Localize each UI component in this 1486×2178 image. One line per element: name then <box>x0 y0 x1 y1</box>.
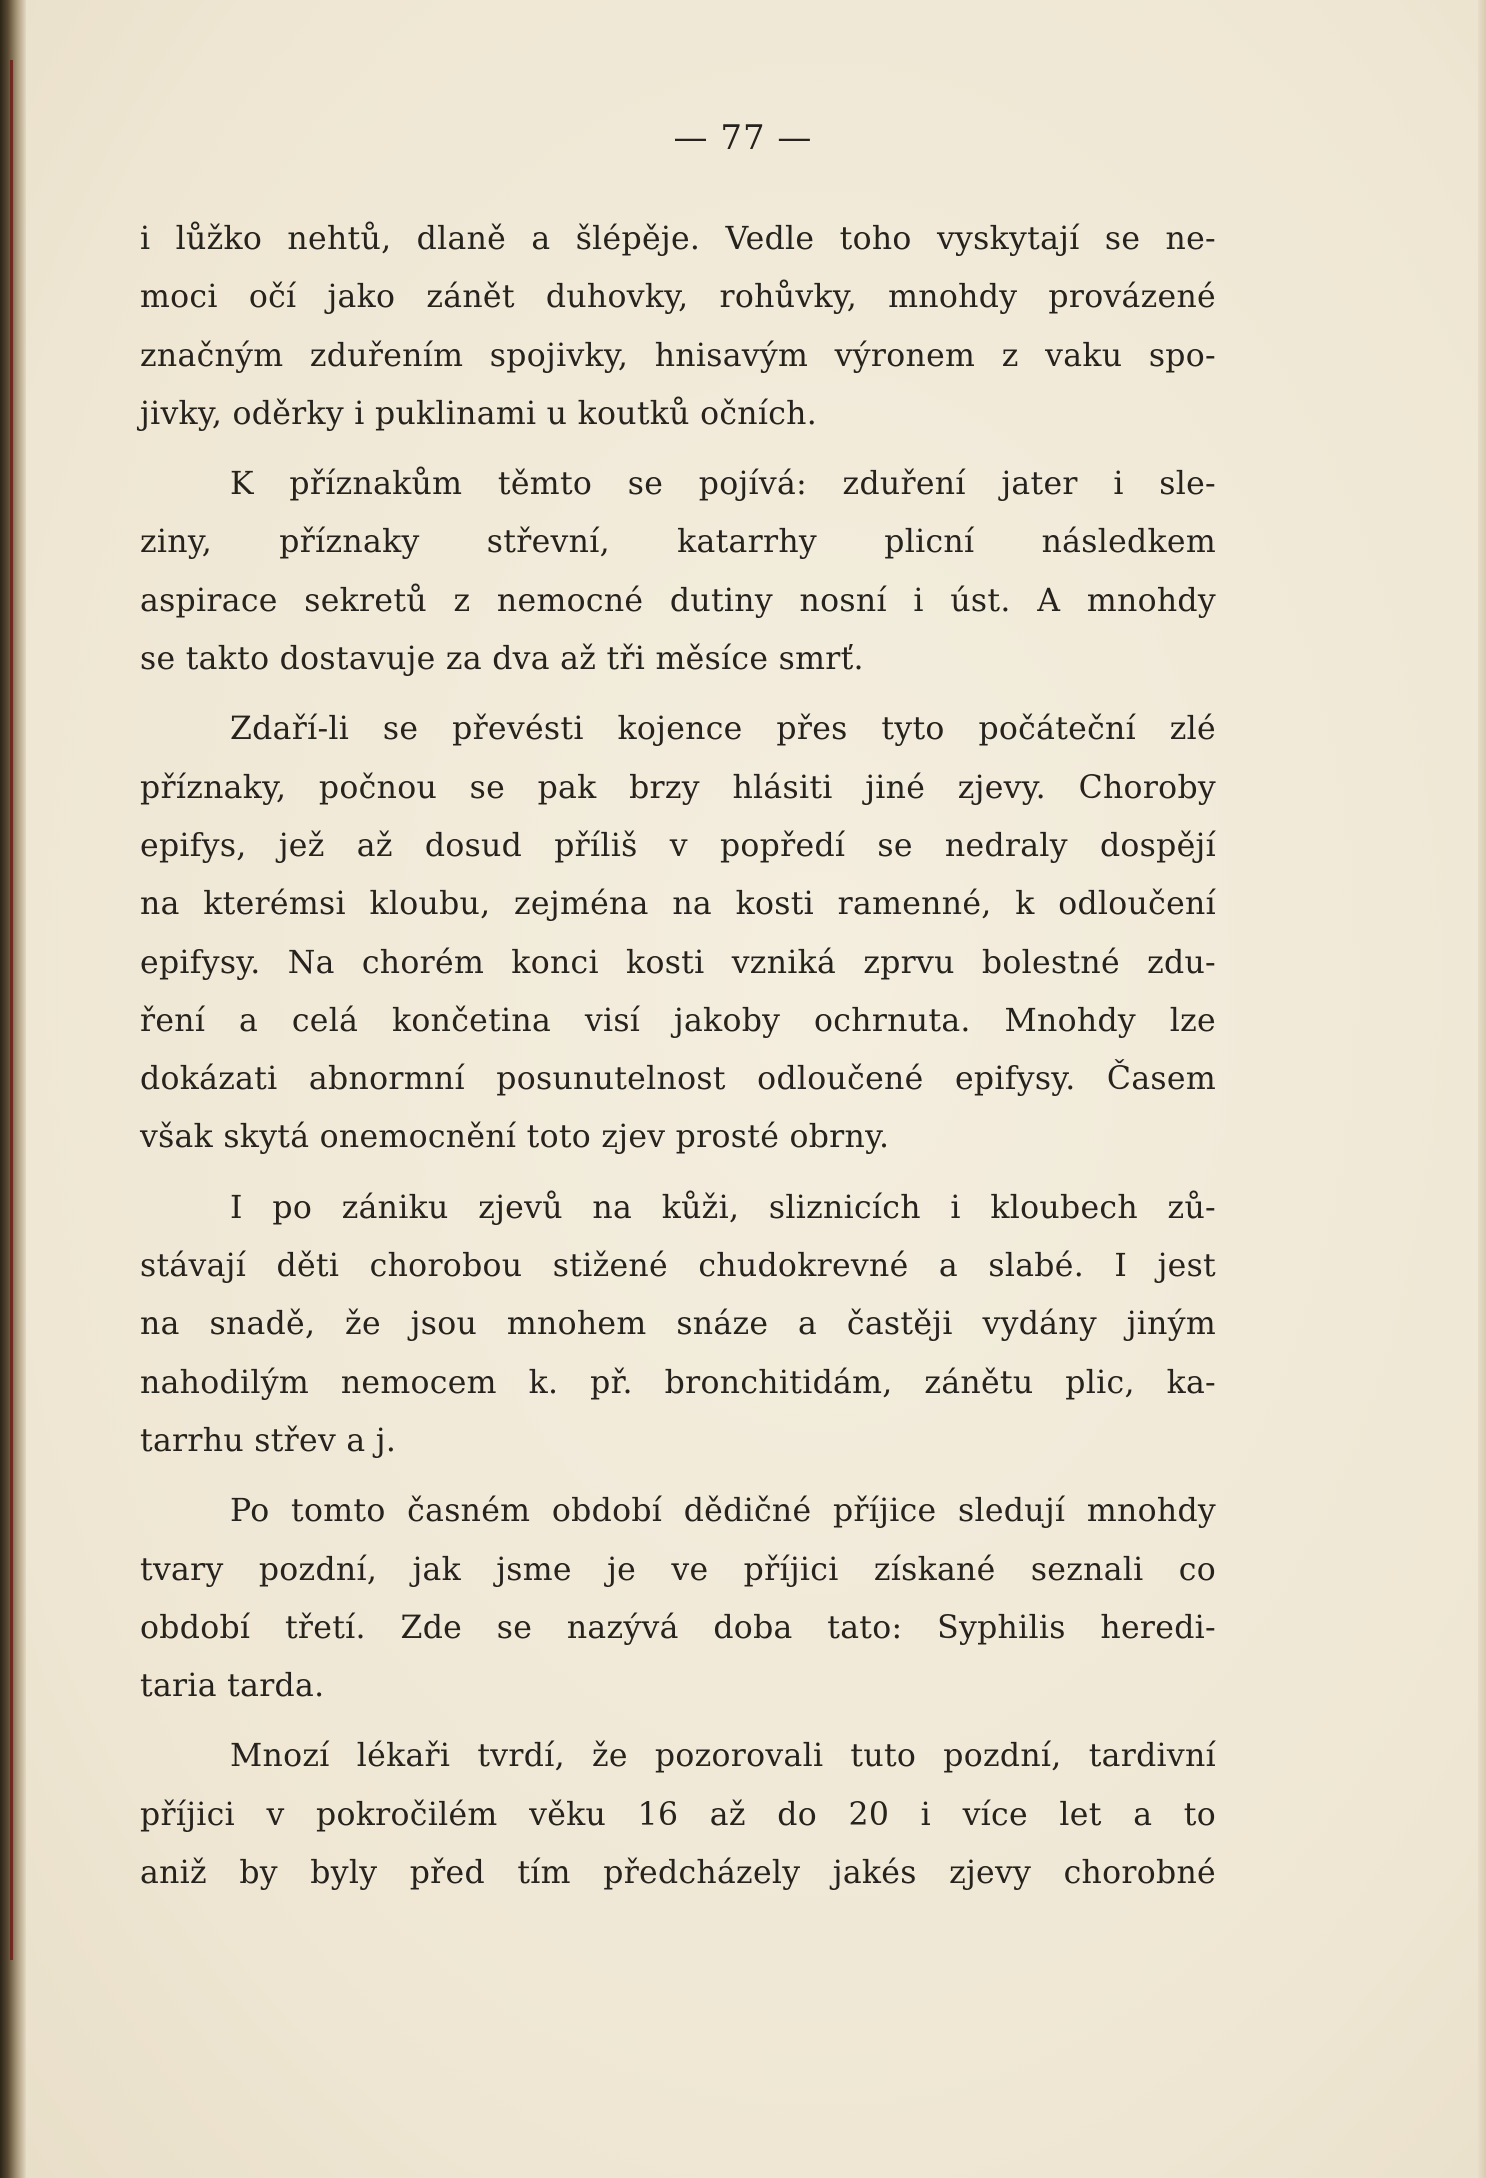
text-line: epifysy. Na chorém konci kosti vzniká zprvu bolestné zdu- <box>140 944 1216 981</box>
text-line: Mnozí lékaři tvrdí, že pozorovali tuto pozdní, tardivní <box>230 1738 1216 1775</box>
text-line: taria tarda. <box>140 1668 325 1705</box>
text-line: příjici v pokročilém věku 16 až do 20 i více let a to <box>140 1796 1216 1833</box>
book-binding-edge <box>0 0 26 2178</box>
text-line: K příznakům těmto se pojívá: zduření jater i sle- <box>230 466 1216 503</box>
binding-thread <box>10 60 13 1960</box>
text-line: na snadě, že jsou mnohem snáze a častěji vydány jiným <box>140 1306 1216 1343</box>
text-line: Zdaří-li se převésti kojence přes tyto počáteční zlé <box>230 711 1216 748</box>
text-line: příznaky, počnou se pak brzy hlásiti jiné zjevy. Choroby <box>140 769 1216 806</box>
text-line: Po tomto časném období dědičné příjice sledují mnohdy <box>230 1493 1216 1530</box>
body-text <box>140 210 1216 1902</box>
text-line: aniž by byly před tím předcházely jakés zjevy chorobné <box>140 1855 1216 1892</box>
text-line: značným zduřením spojivky, hnisavým výronem z vaku spo- <box>140 337 1216 374</box>
page-right-edge <box>1478 0 1486 2178</box>
text-line: období třetí. Zde se nazývá doba tato: Syphilis heredi- <box>140 1609 1216 1646</box>
text-line: na kterémsi kloubu, zejména na kosti ramenné, k odloučení <box>140 886 1216 923</box>
text-line: tarrhu střev a j. <box>140 1422 397 1459</box>
page-number: — 77 — <box>673 118 813 158</box>
text-line: nahodilým nemocem k. př. bronchitidám, zánětu plic, ka- <box>140 1364 1216 1401</box>
text-line: moci očí jako zánět duhovky, rohůvky, mnohdy provázené <box>140 279 1216 316</box>
text-line: tvary pozdní, jak jsme je ve příjici získané seznali co <box>140 1551 1216 1588</box>
text-line: ziny, příznaky střevní, katarrhy plicní následkem <box>140 524 1216 561</box>
text-line: aspirace sekretů z nemocné dutiny nosní i úst. A mnohdy <box>140 582 1216 619</box>
text-line: se takto dostavuje za dva až tři měsíce smrť. <box>140 641 864 678</box>
text-line: I po zániku zjevů na kůži, sliznicích i kloubech zů- <box>230 1189 1216 1226</box>
text-line: jivky, oděrky i puklinami u koutků očních. <box>140 395 818 432</box>
text-line: ření a celá končetina visí jakoby ochrnuta. Mnohdy lze <box>140 1002 1216 1039</box>
text-line: i lůžko nehtů, dlaně a šlépěje. Vedle toho vyskytají se ne- <box>140 221 1216 257</box>
text-line: dokázati abnormní posunutelnost odloučené epifysy. Časem <box>140 1061 1216 1098</box>
text-line: epifys, jež až dosud příliš v popředí se nedraly dospějí <box>140 827 1216 864</box>
text-line: však skytá onemocnění toto zjev prosté obrny. <box>140 1119 890 1156</box>
text-line: stávají děti chorobou stižené chudokrevné a slabé. I jest <box>140 1248 1216 1285</box>
